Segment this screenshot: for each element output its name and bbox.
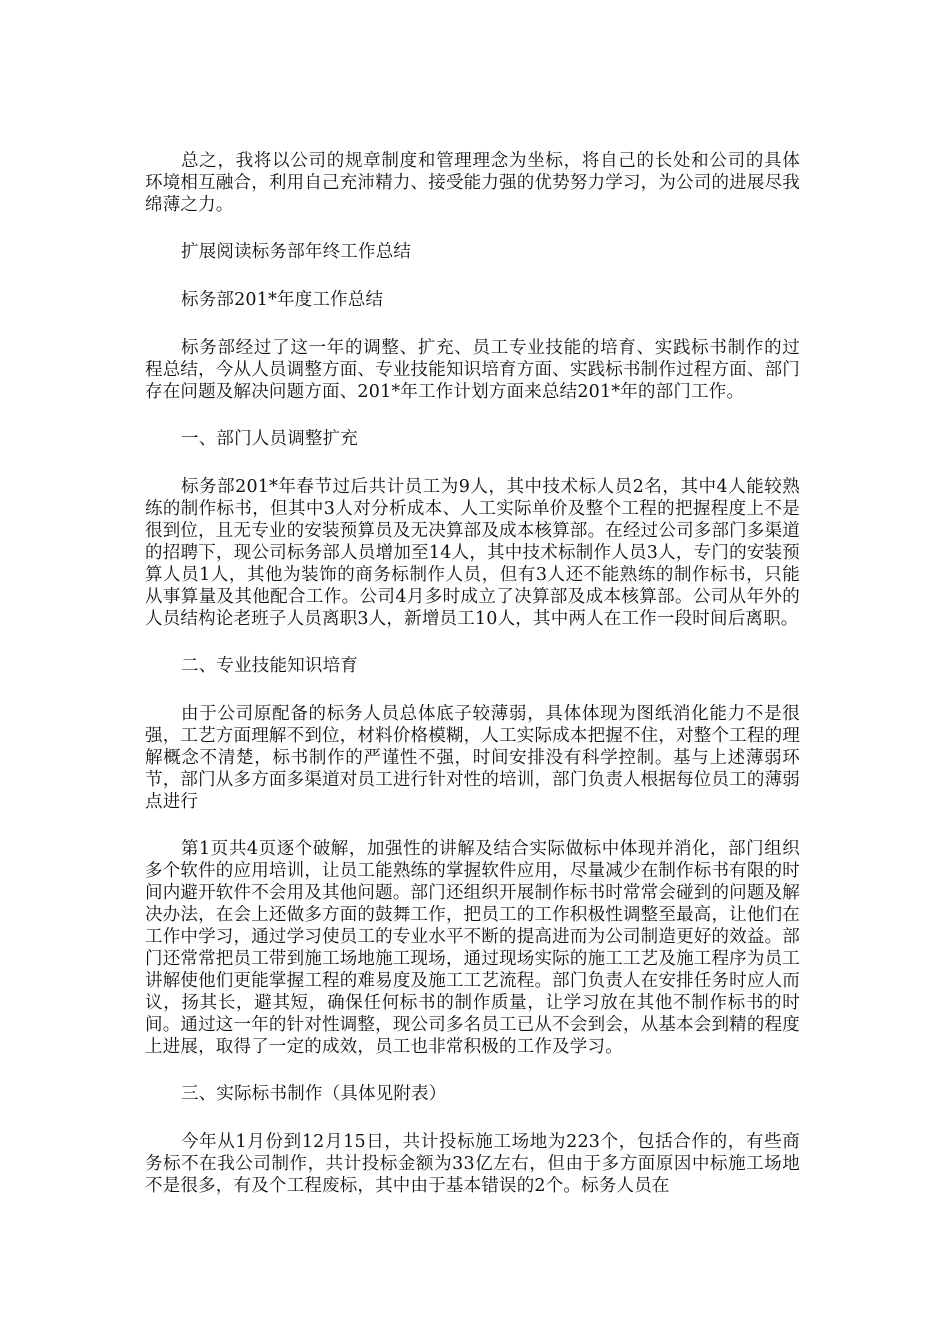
paragraph-bidding: 今年从1月份到12月15日，共计投标施工场地为223个，包括合作的，有些商务标不在我公司制作，共计投标金额为33亿左右，但由于多方面原因中标施工场地不是很多，有及个工程废标，其中由于基本错误的2个。标务人员在 [145,1132,800,1196]
document-page [145,150,800,1222]
paragraph-staffing: 标务部201*年春节过后共计员工为9人，其中技术标人员2名，其中4人能较熟练的制作标书，但其中3人对分析成本、人工实际单价及整个工程的把握程度上不是很到位，且无专业的安装预算员及无决算部及成本核算部。在经过公司多部门多渠道的招聘下，现公司标务部人员增加至14人，其中技术标制作人员3人，专门的安装预算人员1人，其他为装饰的商务标制作人员，但有3人还不能熟练的制作标书，只能从事算量及其他配合工作。公司4月多时成立了决算部及成本核算部。公司从年外的人员结构论老班子人员离职3人，新增员工10人，其中两人在工作一段时间后离职。 [145,477,800,629]
heading-section-1: 一、部门人员调整扩充 [181,429,358,449]
heading-extended-reading: 扩展阅读标务部年终工作总结 [181,242,412,262]
paragraph-training-continued: 第1页共4页逐个破解，加强性的讲解及结合实际做标中体现并消化，部门组织多个软件的应用培训，让员工能熟练的掌握软件应用，尽量减少在制作标书有限的时间内避开软件不会用及其他问题。部门还组织开展制作标书时常常会碰到的问题及解决办法，在会上还做多方面的鼓舞工作，把员工的工作积极性调整至最高，让他们在工作中学习，通过学习使员工的专业水平不断的提高进而为公司制造更好的效益。部门还常常把员工带到施工场地施工现场，通过现场实际的施工工艺及施工程序为员工讲解使他们更能掌握工程的难易度及施工工艺流程。部门负责人在安排任务时应人而议，扬其长，避其短，确保任何标书的制作质量，让学习放在其他不制作标书的时间。通过这一年的针对性调整，现公司多名员工已从不会到会，从基本会到精的程度上进展，取得了一定的成效，员工也非常积极的工作及学习。 [145,839,800,1057]
heading-section-2: 二、专业技能知识培育 [181,656,358,676]
paragraph-intro: 标务部经过了这一年的调整、扩充、员工专业技能的培育、实践标书制作的过程总结，今从人员调整方面、专业技能知识培育方面、实践标书制作过程方面、部门存在问题及解决问题方面、201*年工作计划方面来总结201*年的部门工作。 [145,338,800,402]
heading-section-3: 三、实际标书制作（具体见附表） [181,1084,447,1104]
heading-annual-summary: 标务部201*年度工作总结 [181,290,384,310]
paragraph-conclusion: 总之，我将以公司的规章制度和管理理念为坐标，将自己的长处和公司的具体环境相互融合，利用自己充沛精力、接受能力强的优势努力学习，为公司的进展尽我绵薄之力。 [145,151,800,215]
paragraph-training: 由于公司原配备的标务人员总体底子较薄弱，具体体现为图纸消化能力不是很强，工艺方面理解不到位，材料价格模糊，人工实际成本把握不住，对整个工程的理解概念不清楚，标书制作的严谨性不强，时间安排没有科学控制。基与上述薄弱环节，部门从多方面多渠道对员工进行针对性的培训，部门负责人根据每位员工的薄弱点进行 [145,704,800,812]
